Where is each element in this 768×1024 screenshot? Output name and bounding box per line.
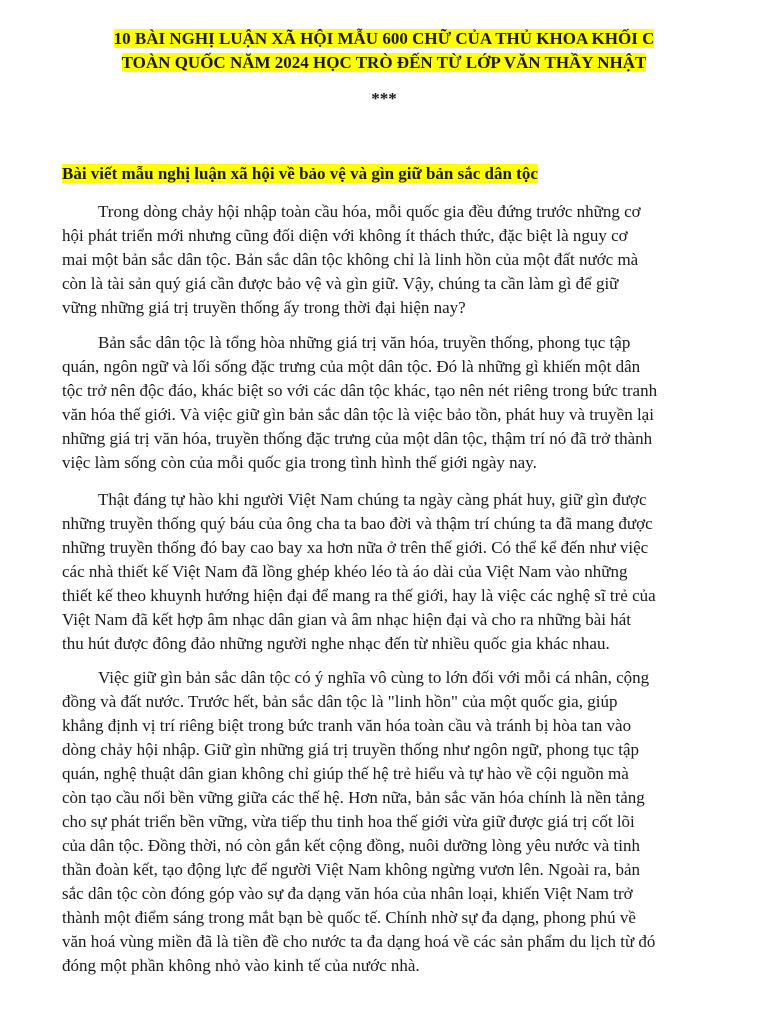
paragraph-line: còn tạo cầu nối bền vững giữa các thế hệ. Hơn nữa, bản sắc văn hóa chính là nền tảng <box>62 788 645 807</box>
paragraph-2 <box>62 331 722 475</box>
paragraph-line: còn là tài sản quý giá cần được bảo vệ và gìn giữ. Vậy, chúng ta cần làm gì để giữ <box>62 274 619 293</box>
paragraph-line: văn hóa thế giới. Và việc giữ gìn bản sắc dân tộc là việc bảo tồn, phát huy và truyền lại <box>62 405 654 424</box>
paragraph-line: Trong dòng chảy hội nhập toàn cầu hóa, mỗi quốc gia đều đứng trước những cơ <box>98 202 641 221</box>
paragraph-line: hội phát triển mới nhưng cũng đối diện với không ít thách thức, đặc biệt là nguy cơ <box>62 226 628 245</box>
paragraph-line: mai một bản sắc dân tộc. Bản sắc dân tộc không chỉ là linh hồn của một đất nước mà <box>62 250 639 269</box>
paragraph-line: Việt Nam đã kết hợp âm nhạc dân gian và âm nhạc hiện đại và cho ra những bài hát <box>62 610 632 629</box>
document-title <box>40 27 728 75</box>
paragraph-line: văn hoá vùng miền đã là tiền đề cho nước ta đa dạng hoá về các sản phẩm du lịch từ đó <box>62 932 656 951</box>
paragraph-line: các nhà thiết kế Việt Nam đã lồng ghép khéo léo tà áo dài của Việt Nam vào những <box>62 562 628 581</box>
paragraph-line: thu hút được đông đảo những người nghe nhạc đến từ nhiều quốc gia khác nhau. <box>62 634 610 653</box>
paragraph-line: Thật đáng tự hào khi người Việt Nam chúng ta ngày càng phát huy, giữ gìn được <box>98 490 647 509</box>
paragraph-line: tộc trở nên độc đáo, khác biệt so với các dân tộc khác, tạo nên nét riêng trong bức tranh <box>62 381 658 400</box>
title-line-2: TOÀN QUỐC NĂM 2024 HỌC TRÒ ĐẾN TỪ LỚP VĂN THẦY NHẬT <box>121 53 647 72</box>
paragraph-line: thần đoàn kết, tạo động lực để người Việt Nam không ngừng vươn lên. Ngoài ra, bản <box>62 860 641 879</box>
paragraph-line: quán, nghệ thuật dân gian không chỉ giúp thế hệ trẻ hiểu và tự hào về cội nguồn mà <box>62 764 629 783</box>
title-line-1: 10 BÀI NGHỊ LUẬN XÃ HỘI MẪU 600 CHỮ CỦA THỦ KHOA KHỐI C <box>113 29 655 48</box>
paragraph-line: đồng và đất nước. Trước hết, bản sắc dân tộc là "linh hồn" của một quốc gia, giúp <box>62 692 618 711</box>
paragraph-line: cho sự phát triển bền vững, vừa tiếp thu tinh hoa thế giới vừa giữ được giá trị cốt lõi <box>62 812 635 831</box>
paragraph-line: việc làm sống còn của mỗi quốc gia trong tình hình thế giới ngày nay. <box>62 453 537 472</box>
paragraph-line: của dân tộc. Đồng thời, nó còn gắn kết cộng đồng, nuôi dưỡng lòng yêu nước và tinh <box>62 836 640 855</box>
section-heading <box>62 163 538 185</box>
paragraph-line: thành một điểm sáng trong mắt bạn bè quốc tế. Chính nhờ sự đa dạng, phong phú về <box>62 908 636 927</box>
paragraph-line: vững những giá trị truyền thống ấy trong thời đại hiện nay? <box>62 298 466 317</box>
paragraph-line: dòng chảy hội nhập. Giữ gìn những giá trị truyền thống như ngôn ngữ, phong tục tập <box>62 740 640 759</box>
paragraph-line: quán, ngôn ngữ và lối sống đặc trưng của một dân tộc. Đó là những gì khiến một dân <box>62 357 641 376</box>
paragraph-line: Bản sắc dân tộc là tổng hòa những giá trị văn hóa, truyền thống, phong tục tập <box>98 333 631 352</box>
paragraph-1 <box>62 200 722 320</box>
paragraph-line: những truyền thống đó bay cao bay xa hơn nữa ở trên thế giới. Có thể kể đến như việc <box>62 538 649 557</box>
paragraph-line: thiết kế theo khuynh hướng hiện đại để mang ra thế giới, hay là việc các nghệ sĩ trẻ của <box>62 586 656 605</box>
section-heading-text: Bài viết mẫu nghị luận xã hội về bảo vệ và gìn giữ bản sắc dân tộc <box>62 164 538 183</box>
paragraph-line: những truyền thống quý báu của ông cha ta bao đời và thậm trí chúng ta đã mang được <box>62 514 653 533</box>
paragraph-line: sắc dân tộc còn đóng góp vào sự đa dạng văn hóa của nhân loại, khiến Việt Nam trở <box>62 884 633 903</box>
paragraph-line: đóng một phần không nhỏ vào kinh tế của nước nhà. <box>62 956 420 975</box>
paragraph-4 <box>62 666 722 978</box>
paragraph-line: những giá trị văn hóa, truyền thống đặc trưng của một dân tộc, thậm trí nó đã trở thành <box>62 429 653 448</box>
paragraph-3 <box>62 488 722 656</box>
paragraph-line: Việc giữ gìn bản sắc dân tộc có ý nghĩa vô cùng to lớn đối với mỗi cá nhân, cộng <box>98 668 650 687</box>
separator: *** <box>371 89 397 108</box>
paragraph-line: khẳng định vị trí riêng biệt trong bức tranh văn hóa toàn cầu và tránh bị hòa tan vào <box>62 716 632 735</box>
